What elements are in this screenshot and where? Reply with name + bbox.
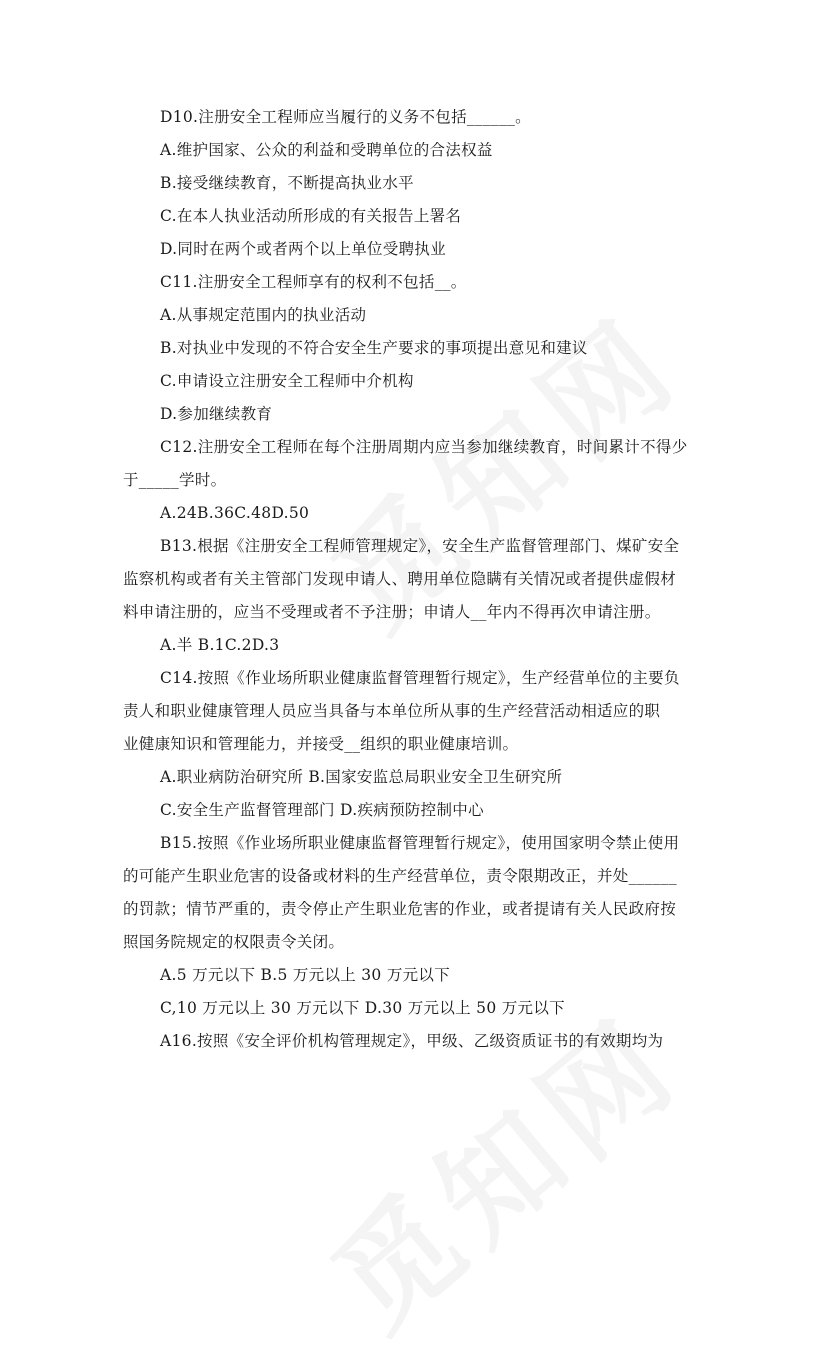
option-line: C.在本人执业活动所形成的有关报告上署名 — [160, 207, 462, 225]
question-c14: C14.按照《作业场所职业健康监督管理暂行规定》，生产经营单位的主要负 — [160, 669, 680, 687]
question-b13: B13.根据《注册安全工程师管理规定》，安全生产监督管理部门、煤矿安全 — [160, 537, 680, 555]
question-continuation: 照国务院规定的权限责令关闭。 — [123, 933, 345, 951]
option-line: A.半 B.1C.2D.3 — [160, 636, 280, 654]
question-d10: D10.注册安全工程师应当履行的义务不包括______。 — [160, 108, 531, 126]
question-b15: B15.按照《作业场所职业健康监督管理暂行规定》，使用国家明令禁止使用 — [160, 834, 680, 852]
option-line: D.参加继续教育 — [160, 405, 273, 423]
option-line: C.安全生产监督管理部门 D.疾病预防控制中心 — [160, 801, 484, 819]
option-line: C,10 万元以上 30 万元以下 D.30 万元以上 50 万元以下 — [160, 999, 565, 1017]
question-c12: C12.注册安全工程师在每个注册周期内应当参加继续教育，时间累计不得少 — [160, 438, 688, 456]
option-line: C.申请设立注册安全工程师中介机构 — [160, 372, 414, 390]
question-continuation: 监察机构或者有关主管部门发现申请人、聘用单位隐瞒有关情况或者提供虚假材 — [123, 570, 677, 588]
option-line: B.对执业中发现的不符合安全生产要求的事项提出意见和建议 — [160, 339, 588, 357]
option-line: A.职业病防治研究所 B.国家安监总局职业安全卫生研究所 — [160, 768, 563, 786]
option-line: A.24B.36C.48D.50 — [160, 504, 310, 522]
option-line: A.从事规定范围内的执业活动 — [160, 306, 367, 324]
option-line: A.维护国家、公众的利益和受聘单位的合法权益 — [160, 141, 493, 159]
option-line: D.同时在两个或者两个以上单位受聘执业 — [160, 240, 447, 258]
question-continuation: 责人和职业健康管理人员应当具备与本单位所从事的生产经营活动相适应的职 — [123, 702, 661, 720]
question-continuation: 料申请注册的，应当不受理或者不予注册；申请人__年内不得再次申请注册。 — [123, 603, 661, 621]
question-a16: A16.按照《安全评价机构管理规定》，甲级、乙级资质证书的有效期均为 — [160, 1032, 664, 1050]
option-line: B.接受继续教育，不断提高执业水平 — [160, 174, 414, 192]
option-line: A.5 万元以下 B.5 万元以上 30 万元以下 — [160, 966, 451, 984]
question-continuation: 业健康知识和管理能力，并接受__组织的职业健康培训。 — [123, 735, 519, 753]
question-continuation: 的可能产生职业危害的设备或材料的生产经营单位，责令限期改正，并处______ — [123, 867, 677, 885]
question-continuation: 于_____学时。 — [123, 471, 227, 489]
question-continuation: 的罚款；情节严重的，责令停止产生职业危害的作业，或者提请有关人民政府按 — [123, 900, 677, 918]
question-c11: C11.注册安全工程师享有的权利不包括__。 — [160, 273, 467, 291]
